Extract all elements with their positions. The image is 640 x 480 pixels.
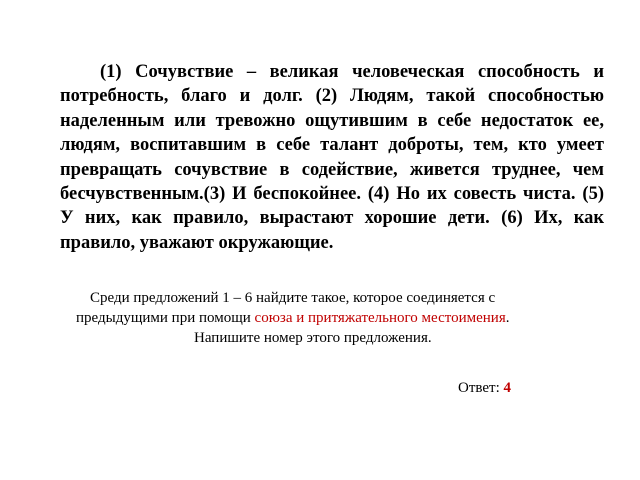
answer <box>458 380 511 397</box>
task-instructions <box>76 288 588 348</box>
passage-text: (1) Сочувствие – великая человеческая способность и потребность, благо и долг. (2) Людям, такой способностью наделенным или тревожно ощутившим в себе недостаток ее, людям, воспитавшим в себе талант доброты, тем, кто умеет превращать сочувствие в содействие, живется труднее, чем бесчувственным.(3) И беспокойнее. (4) Но их совесть чиста. (5) У них, как правило, вырастают хорошие дети. (6) Их, как правило, уважают окружающие. <box>60 62 604 253</box>
task-line-1: Среди предложений 1 – 6 найдите такое, которое соединяется с <box>90 290 496 306</box>
task-line-2-suffix: . <box>505 310 510 326</box>
task-highlight: союза и притяжательного местоимения <box>254 310 506 326</box>
answer-label: Ответ: <box>458 380 504 396</box>
task-line-2-prefix: предыдущими при помощи <box>76 310 255 326</box>
task-line-3: Напишите номер этого предложения. <box>194 330 432 346</box>
answer-value: 4 <box>503 380 512 396</box>
task-line-2 <box>76 308 588 328</box>
